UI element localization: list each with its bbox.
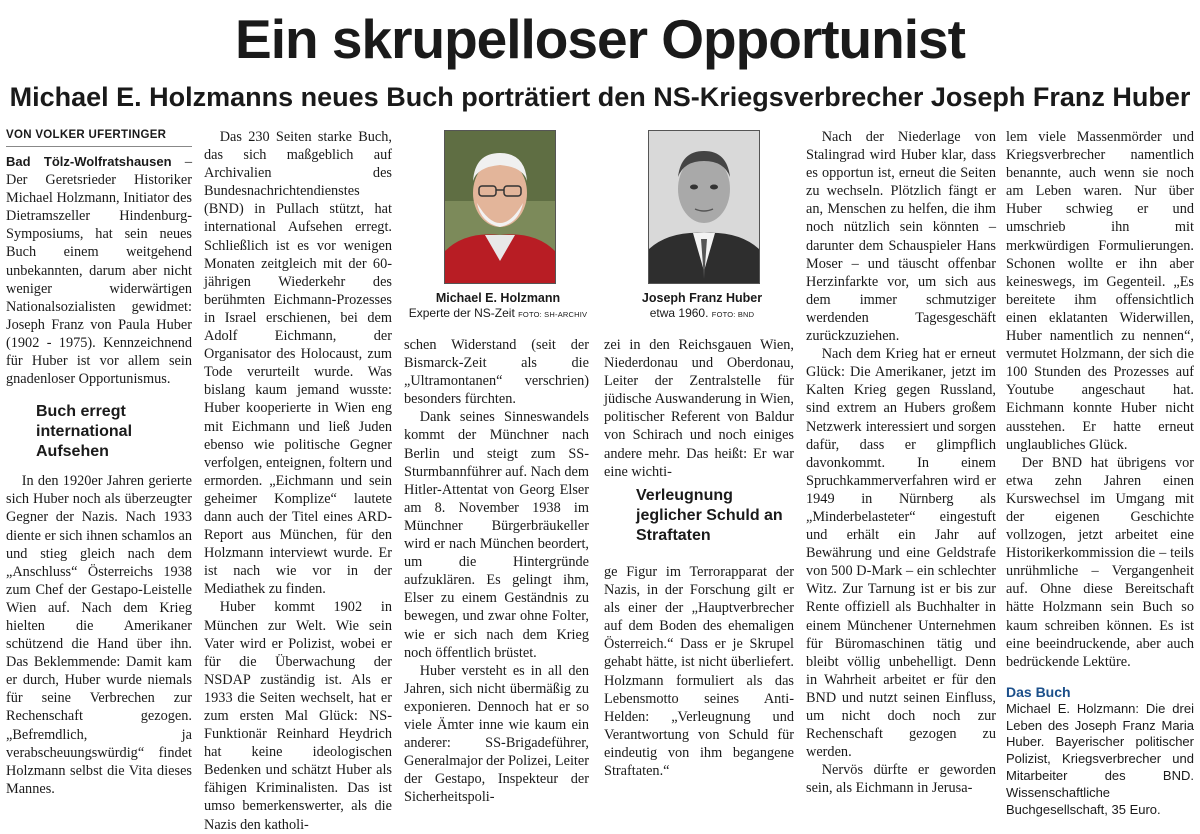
photo-huber <box>648 130 760 284</box>
dateline: Bad Tölz-Wolfratshausen <box>6 154 172 169</box>
photo-credit: FOTO: SH-ARCHIV <box>518 310 588 319</box>
byline: VON VOLKER UFERTINGER <box>6 128 192 147</box>
intro-paragraph <box>6 153 192 388</box>
photo-caption-name-2: Joseph Franz Huber <box>641 291 763 305</box>
photo-caption-desc-1 <box>398 306 598 322</box>
book-info-text: Michael E. Holzmann: Die drei Leben des Joseph Franz Maria Huber. Bayerischer politischer Polizist, Kriegsverbrecher und Mitarbeiter des BND. Wissenschaftliche Buchgesellschaft, 35 Euro. <box>1006 700 1194 817</box>
column-1 <box>6 128 192 798</box>
photo-credit: FOTO: BND <box>711 310 755 319</box>
column-6 <box>1006 128 1194 818</box>
column-2 <box>204 128 392 834</box>
section-subtitle-2: Verleugnung jeglicher Schuld an Straftaten <box>636 487 783 544</box>
subheadline: Michael E. Holzmanns neues Buch porträtiert den NS-Kriegsverbrecher Joseph Franz Huber <box>9 82 1191 112</box>
body-paragraph: Das 230 Seiten starke Buch, das sich maßgeblich auf Archivalien des Bundesnachrichtendienstes (BND) in Pullach stützt, hat international Aufsehen erregt. Schließlich ist es vor wenigen Monaten zeitgleich mit der 60-jährigen Wiederkehr des berühmten Eichmann-Prozesses in Israel erschienen, bei dem Adolf Eichmann, der Organisator des Holocaust, zum Tode verurteilt wurde. Was bislang kaum jemand wusste: Huber kooperierte in Wien eng mit Eichmann und ließ Juden ebenso wie politische Gegner verfolgen, enteignen, foltern und ermorden. „Eichmann und sein geheimer Komplize“ lautete dann auch der Titel eines ARD-Report aus München, für den Holzmann interviewt wurde. Er ist nach wie vor in der Mediathek zu finden. <box>204 129 392 598</box>
body-paragraph: Huber kommt 1902 in München zur Welt. Wie sein Vater wird er Polizist, wobei er für die Überwachung der NSDAP zuständig ist. Als er 1933 die Seiten wechselt, hat er zum ersten Mal Glück: NS-Funktionär Reinhard Heydrich hat keine ideologischen Bedenken und schätzt Huber als fähigen Kriminalisten. Das ist umso bemerkenswerter, als die Nazis den katholi- <box>204 599 392 833</box>
body-paragraph: In den 1920er Jahren gerierte sich Huber noch als überzeugter Gegner der Nazis. Nach 1933 diente er sich ihnen schamlos an und stieg gleich nach dem „Anschluss“ Österreichs 1938 zum Chef der Gestapo-Leistelle Wien auf. Nach dem Krieg hielten die Amerikaner schützend die Hand über ihn. Das Beklemmende: Damit kam er durch, Huber wurde niemals für seine Verbrechen zur Rechenschaft gezogen. „Befremdlich, ja verabscheuungswürdig“ findet Holzmann selbst die Vita dieses Mannes. <box>6 473 192 797</box>
body-paragraph: Nach der Niederlage von Stalingrad wird Huber klar, dass es opportun ist, erneut die Seiten zu wechseln. Plötzlich fängt er an, Menschen zu helfen, die ihm noch nützlich sein könnten – darunter dem Schauspieler Hans Moser – und täuscht offenbar Herzinfarkte vor, um sich aus dem immer schmutziger werdenden Tagesgeschäft zurückzuziehen. <box>806 129 996 345</box>
caption-desc-text: etwa 1960. <box>649 306 709 320</box>
body-paragraph: lem viele Massenmörder und Kriegsverbrecher namentlich benannte, auch wenn sie noch am Leben waren. Nur über Huber schwieg er und umschrieb ihn mit merkwürdigen Formulierungen. Schonen wollte er ihn aber keineswegs, im Gegenteil. „Es bereitete ihm offensichtlich einen eklatanten Widerwillen, Huber namentlich zu nennen“, vermutet Holzmann, der sich die 100 Stunden des Prozesses auf Youtube angeschaut hat. Eichmann konnte Huber nicht ausstehen. Er hatte erneut unglaubliches Glück. <box>1006 129 1194 453</box>
body-paragraph: ge Figur im Terrorapparat der Nazis, in der Forschung gilt er als einer der „Hauptverbrecher auf dem Boden des ehemaligen Österreich.“ Dass er je Skrupel gehabt hätte, ist nicht überliefert. Holzmann formuliert als das Lebensmotto seines Anti-Helden: „Verleugnung und Verantwortung von Schuld für eindeutig von ihm begangene Straftaten.“ <box>604 564 794 780</box>
portrait-holzmann-image <box>445 131 555 283</box>
body-paragraph: zei in den Reichsgauen Wien, Niederdonau und Oberdonau, Leiter der Zentralstelle für jüdische Auswanderung in Wien, politischer Referent von Baldur von Schirach und noch einiges andere mehr. Das heißt: Er war eine wichti- <box>604 337 794 480</box>
photo-holzmann <box>444 130 556 284</box>
column-4-top <box>604 336 794 481</box>
portrait-huber-image <box>649 131 759 283</box>
body-paragraph: Nach dem Krieg hat er erneut Glück: Die Amerikaner, jetzt im Kalten Krieg gegen Russland, sind extrem an Hubers großem Netzwerk interessiert und sorgen dafür, dass er glimpflich davonkommt. In einem Spruchkammerverfahren wird er 1949 in Nürnberg als „Minderbelasteter“ eingestuft und erhält ein Jahr auf Bewährung und eine Geldstrafe von 500 D-Mark – ein schlechter Witz. Zur Tarnung ist er bis zur Rente offiziell als Buchhalter in einem Münchener Unternehmen für Büromaschinen tätig und bleibt völlig unbehelligt. Denn in Wahrheit arbeitet er für den BND und nutzt seinen Einfluss, um nicht doch noch zur Rechenschaft gezogen zu werden. <box>806 346 996 761</box>
column-5 <box>806 128 996 797</box>
body-paragraph: Der BND hat übrigens vor etwa zehn Jahren einen Kurswechsel im Umgang mit der eigenen Geschichte vollzogen, jetzt arbeitet eine Historikerkommission die – teils unrühmliche – Vergangenheit auf. Ohne diese Bereitschaft hätte Holzmann sein Buch so kaum schreiben können. Es ist eine beeindruckende, aber auch bedrückende Lektüre. <box>1006 454 1194 670</box>
headline: Ein skrupelloser Opportunist <box>235 8 965 70</box>
column-4 <box>604 563 794 780</box>
section-subtitle-1: Buch erregt international Aufsehen <box>36 403 133 461</box>
body-paragraph: Nervös dürfte er geworden sein, als Eichmann in Jerusa- <box>806 762 996 797</box>
caption-desc-text: Experte der NS-Zeit <box>408 306 515 320</box>
photo-caption-name-1: Michael E. Holzmann <box>435 291 561 305</box>
photo-caption-desc-2 <box>602 306 802 322</box>
intro-text: – Der Geretsrieder Historiker Michael Holzmann, Initiator des Dietramszeller Hindenburg-Symposiums, hat sein neues Buch einem weitgehend unbekannten, darum aber nicht weniger widerwärtigen Nationalsozialisten gewidmet: Joseph Franz von Paula Huber (1902 - 1975). Kennzeichnend für Huber ist vor allem sein gnadenloser Opportunismus. <box>6 154 192 388</box>
body-paragraph: schen Widerstand (seit der Bismarck-Zeit als die „Ultramontanen“ verschrien) besonders fürchten. <box>404 337 589 408</box>
book-info-heading: Das Buch <box>1006 683 1071 700</box>
photo-area <box>404 124 796 320</box>
body-paragraph: Huber versteht es in all den Jahren, sich nicht übermäßig zu exponieren. Dennoch hat er so viele Ämter inne wie kaum ein anderer: SS-Brigadeführer, Generalmajor der Polizei, Leiter der Gestapo, Inspekteur der Sicherheitspoli- <box>404 662 589 806</box>
body-paragraph: Dank seines Sinneswandels kommt der Münchner nach Berlin und steigt zum SS-Sturmbannführer auf. Nach dem Hitler-Attentat von Georg Elser am 8. November 1938 im Münchner Bürgerbräukeller wird er nach München beordert, um die Hintergründe aufzuklären. Es gelingt ihm, Elser zu einem Geständnis zu bewegen, und zwar ohne Folter, wie er sich nach dem Krieg noch öffentlich brüstet. <box>404 409 590 661</box>
column-3 <box>404 336 589 806</box>
